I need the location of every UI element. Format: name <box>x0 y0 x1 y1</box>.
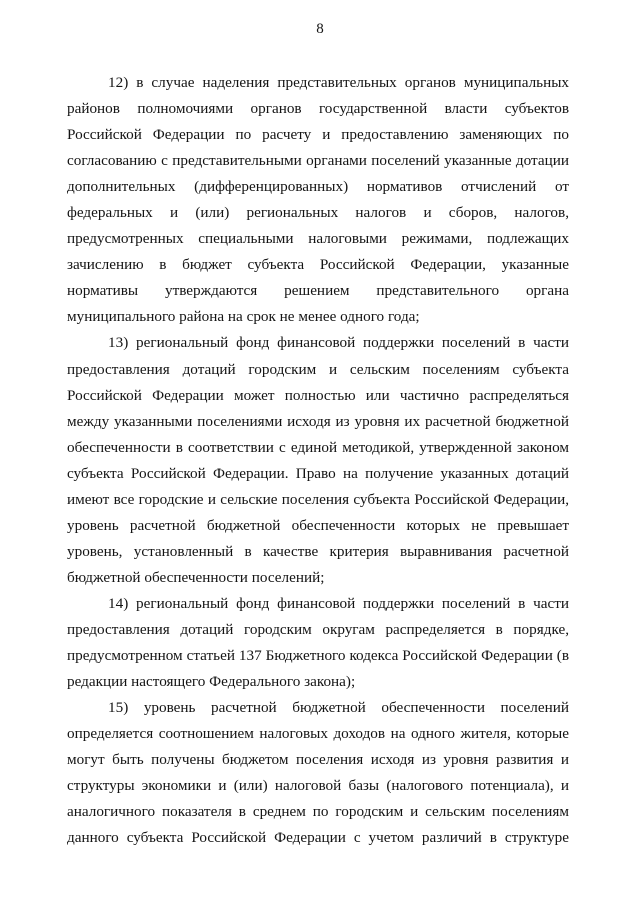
text-line: районов полномочиями органов государственной власти субъектов <box>67 100 569 118</box>
text-line: обеспеченности в соответствии с единой методикой, утвержденной законом <box>67 438 569 456</box>
paragraph <box>67 591 569 695</box>
text-line: определяется соотношением налоговых доходов на одного жителя, которые <box>67 725 569 743</box>
text-line: муниципального района на срок не менее одного года; <box>67 308 420 326</box>
text-line: субъекта Российской Федерации. Право на получение указанных дотаций <box>67 464 569 482</box>
text-line: предоставления дотаций городским и сельским поселениям субъекта <box>67 360 569 378</box>
page-number: 8 <box>316 21 324 37</box>
text-line: 15) уровень расчетной бюджетной обеспеченности поселений <box>108 699 569 717</box>
text-line: 12) в случае наделения представительных органов муниципальных <box>108 74 569 91</box>
text-line: данного субъекта Российской Федерации с учетом различий в структуре <box>67 829 569 847</box>
text-line: 13) региональный фонд финансовой поддержки поселений в части <box>108 334 569 352</box>
text-line: предусмотренном статьей 137 Бюджетного кодекса Российской Федерации (в <box>67 647 569 665</box>
document-body <box>67 70 569 851</box>
text-line: Российской Федерации по расчету и предоставлению заменяющих по <box>67 126 569 144</box>
text-line: нормативы утверждаются решением представительного органа <box>67 282 569 300</box>
text-line: между указанными поселениями исходя из уровня их расчетной бюджетной <box>67 412 569 430</box>
text-line: аналогичного показателя в среднем по городским и сельским поселениям <box>67 803 569 821</box>
text-line: могут быть получены бюджетом поселения исходя из уровня развития и <box>67 751 569 769</box>
text-line: дополнительных (дифференцированных) нормативов отчислений от <box>67 178 569 196</box>
text-line: 14) региональный фонд финансовой поддержки поселений в части <box>108 594 569 612</box>
text-line: федеральных и (или) региональных налогов и сборов, налогов, <box>67 204 569 222</box>
text-line: уровень расчетной бюджетной обеспеченности которых не превышает <box>67 516 569 534</box>
text-line: структуры экономики и (или) налоговой базы (налогового потенциала), и <box>67 777 569 795</box>
text-line: предусмотренных специальными налоговыми режимами, подлежащих <box>67 230 569 248</box>
text-line: бюджетной обеспеченности поселений; <box>67 568 325 586</box>
text-line: предоставления дотаций городским округам распределяется в порядке, <box>67 620 569 638</box>
paragraph <box>67 70 569 330</box>
text-line: согласованию с представительными органами поселений указанные дотации <box>67 152 569 170</box>
text-line: зачислению в бюджет субъекта Российской Федерации, указанные <box>67 256 569 274</box>
paragraph <box>67 330 569 590</box>
text-line: редакции настоящего Федерального закона); <box>67 673 356 691</box>
text-line: Российской Федерации может полностью или частично распределяться <box>67 386 569 404</box>
paragraph <box>67 695 569 851</box>
text-line: уровень, установленный в качестве критерия выравнивания расчетной <box>67 542 569 560</box>
text-line: имеют все городские и сельские поселения субъекта Российской Федерации, <box>67 490 569 508</box>
